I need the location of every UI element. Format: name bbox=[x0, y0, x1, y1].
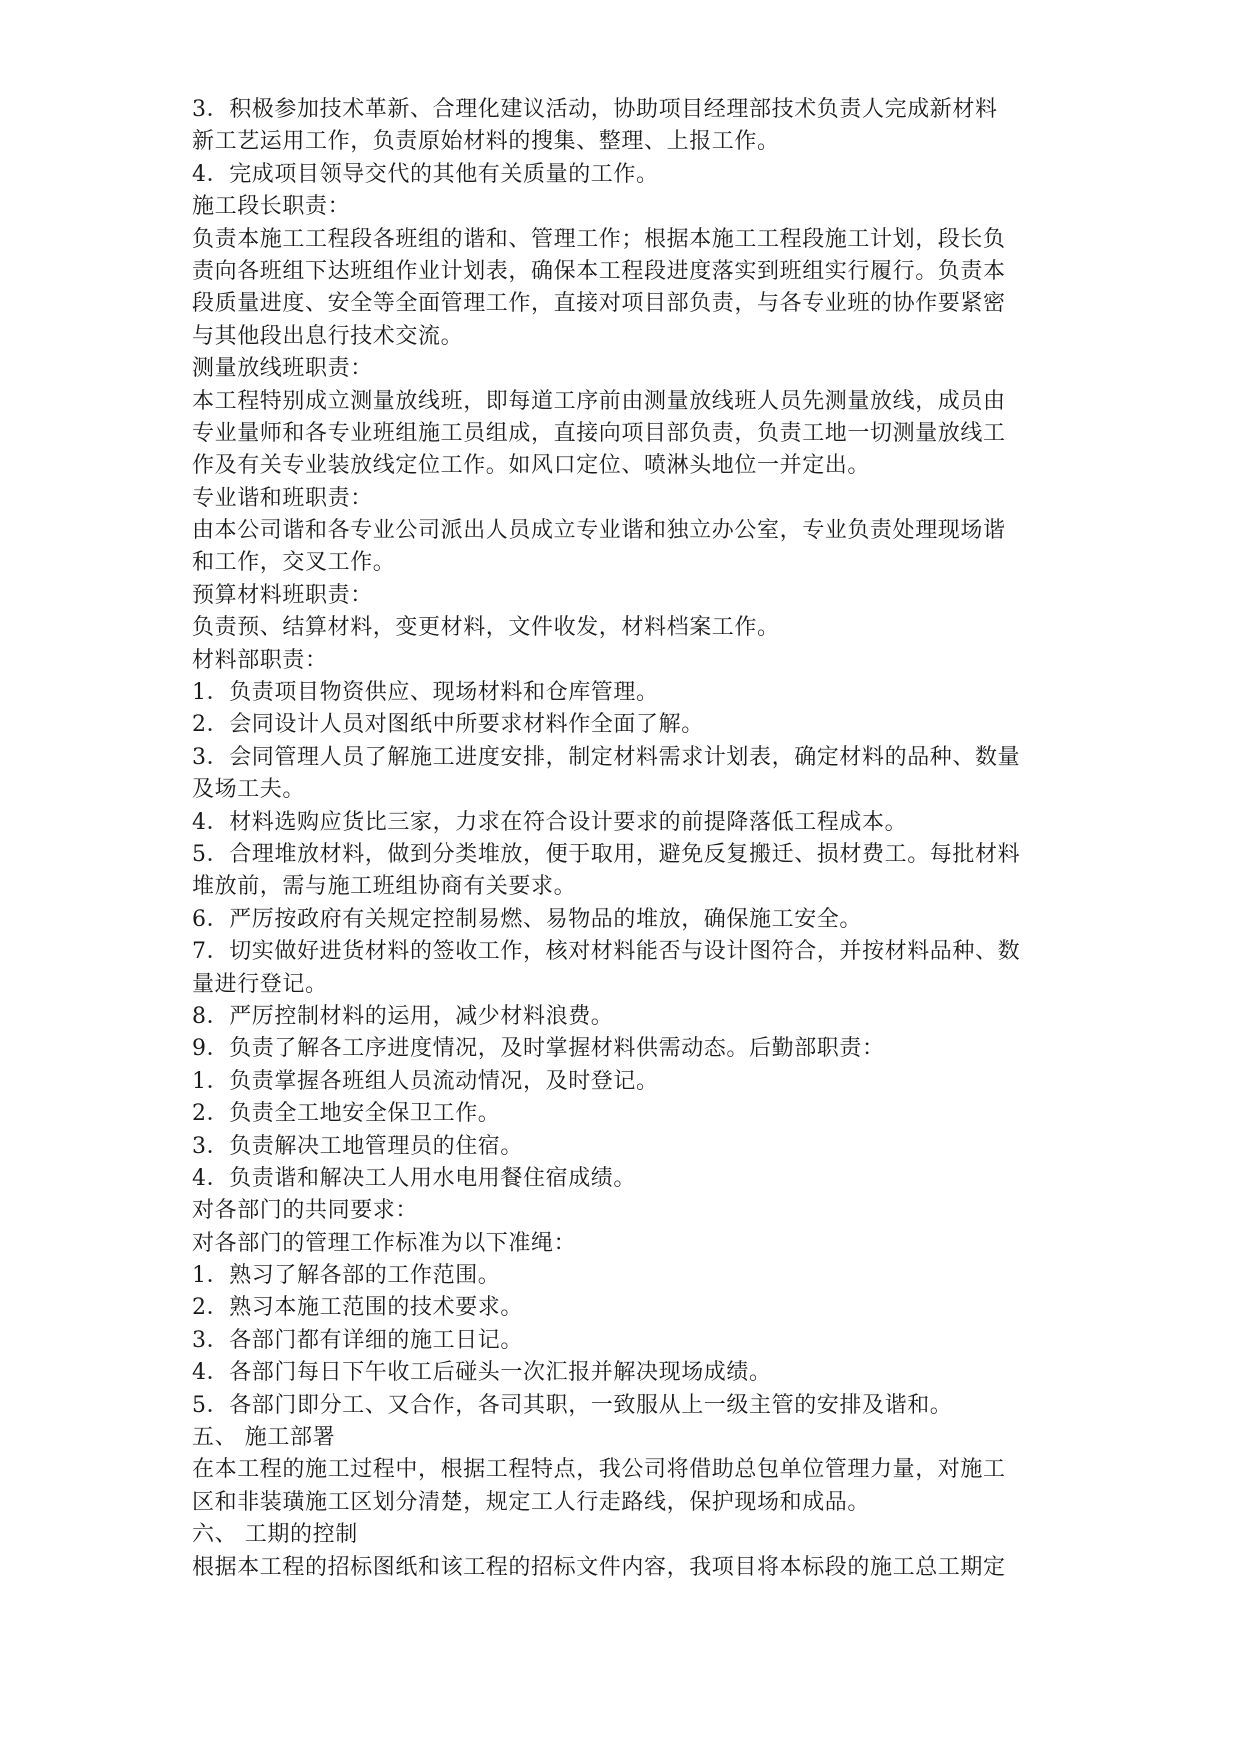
text-line: 负责本施工工程段各班组的谐和、管理工作；根据本施工工程段施工计划，段长负 bbox=[192, 226, 1006, 252]
text-line: 6．严厉按政府有关规定控制易燃、易物品的堆放，确保施工安全。 bbox=[192, 906, 862, 932]
text-line: 五、 施工部署 bbox=[192, 1425, 336, 1451]
text-line: 由本公司谐和各专业公司派出人员成立专业谐和独立办公室，专业负责处理现场谐 bbox=[192, 518, 1006, 544]
text-line: 段质量进度、安全等全面管理工作，直接对项目部负责，与各专业班的协作要紧密 bbox=[192, 291, 1006, 317]
text-line: 9．负责了解各工序进度情况，及时掌握材料供需动态。后勤部职责： bbox=[192, 1036, 885, 1062]
text-line: 测量放线班职责： bbox=[192, 356, 373, 382]
text-line: 3．负责解决工地管理员的住宿。 bbox=[192, 1133, 523, 1159]
text-line: 4．材料选购应货比三家，力求在符合设计要求的前提降落低工程成本。 bbox=[192, 809, 908, 835]
text-line: 2．负责全工地安全保卫工作。 bbox=[192, 1101, 501, 1127]
text-line: 1．熟习了解各部的工作范围。 bbox=[192, 1263, 501, 1289]
text-line: 3．积极参加技术革新、合理化建议活动，协助项目经理部技术负责人完成新材料 bbox=[192, 97, 998, 122]
text-line: 堆放前，需与施工班组协商有关要求。 bbox=[192, 874, 577, 900]
text-line: 3．会同管理人员了解施工进度安排，制定材料需求计划表，确定材料的品种、数量 bbox=[192, 744, 1021, 770]
text-line: 对各部门的管理工作标准为以下准绳： bbox=[192, 1230, 577, 1256]
text-line: 量进行登记。 bbox=[192, 971, 328, 997]
text-line: 对各部门的共同要求： bbox=[192, 1198, 419, 1224]
text-line: 专业谐和班职责： bbox=[192, 485, 373, 511]
text-line: 1．负责项目物资供应、现场材料和仓库管理。 bbox=[192, 680, 659, 706]
text-line: 作及有关专业装放线定位工作。如风口定位、喷淋头地位一并定出。 bbox=[192, 453, 871, 479]
text-line: 2．熟习本施工范围的技术要求。 bbox=[192, 1295, 523, 1321]
text-line: 六、 工期的控制 bbox=[192, 1522, 358, 1548]
text-line: 5．合理堆放材料，做到分类堆放，便于取用，避免反复搬迁、损材费工。每批材料 bbox=[192, 841, 1021, 867]
text-line: 2．会同设计人员对图纸中所要求材料作全面了解。 bbox=[192, 712, 704, 738]
text-line: 4．完成项目领导交代的其他有关质量的工作。 bbox=[192, 161, 659, 187]
text-line: 3．各部门都有详细的施工日记。 bbox=[192, 1327, 523, 1353]
text-line: 1．负责掌握各班组人员流动情况，及时登记。 bbox=[192, 1068, 659, 1094]
text-line: 和工作，交叉工作。 bbox=[192, 550, 396, 576]
text-line: 区和非装璜施工区划分清楚，规定工人行走路线，保护现场和成品。 bbox=[192, 1489, 871, 1515]
text-line: 及场工夫。 bbox=[192, 777, 306, 803]
text-line: 与其他段出息行技术交流。 bbox=[192, 323, 464, 349]
text-line: 8．严厉控制材料的运用，减少材料浪费。 bbox=[192, 1003, 614, 1029]
text-line: 材料部职责： bbox=[192, 647, 328, 673]
text-line: 在本工程的施工过程中，根据工程特点，我公司将借助总包单位管理力量，对施工 bbox=[192, 1457, 1006, 1483]
text-line: 本工程特别成立测量放线班，即每道工序前由测量放线班人员先测量放线，成员由 bbox=[192, 388, 1006, 414]
text-line: 负责预、结算材料，变更材料，文件收发，材料档案工作。 bbox=[192, 615, 780, 641]
text-line: 新工艺运用工作，负责原始材料的搜集、整理、上报工作。 bbox=[192, 129, 780, 155]
text-line: 4．各部门每日下午收工后碰头一次汇报并解决现场成绩。 bbox=[192, 1360, 772, 1386]
text-line: 施工段长职责： bbox=[192, 194, 351, 220]
text-line: 根据本工程的招标图纸和该工程的招标文件内容，我项目将本标段的施工总工期定 bbox=[192, 1554, 1006, 1580]
text-line: 专业量师和各专业班组施工员组成，直接向项目部负责，负责工地一切测量放线工 bbox=[192, 420, 1006, 446]
text-line: 预算材料班职责： bbox=[192, 582, 373, 608]
text-line: 5．各部门即分工、又合作，各司其职，一致服从上一级主管的安排及谐和。 bbox=[192, 1392, 953, 1418]
document-body bbox=[192, 94, 1060, 1584]
text-line: 7．切实做好进货材料的签收工作，核对材料能否与设计图符合，并按材料品种、数 bbox=[192, 939, 1021, 965]
text-line: 责向各班组下达班组作业计划表，确保本工程段进度落实到班组实行履行。负责本 bbox=[192, 258, 1006, 284]
text-line: 4．负责谐和解决工人用水电用餐住宿成绩。 bbox=[192, 1165, 636, 1191]
